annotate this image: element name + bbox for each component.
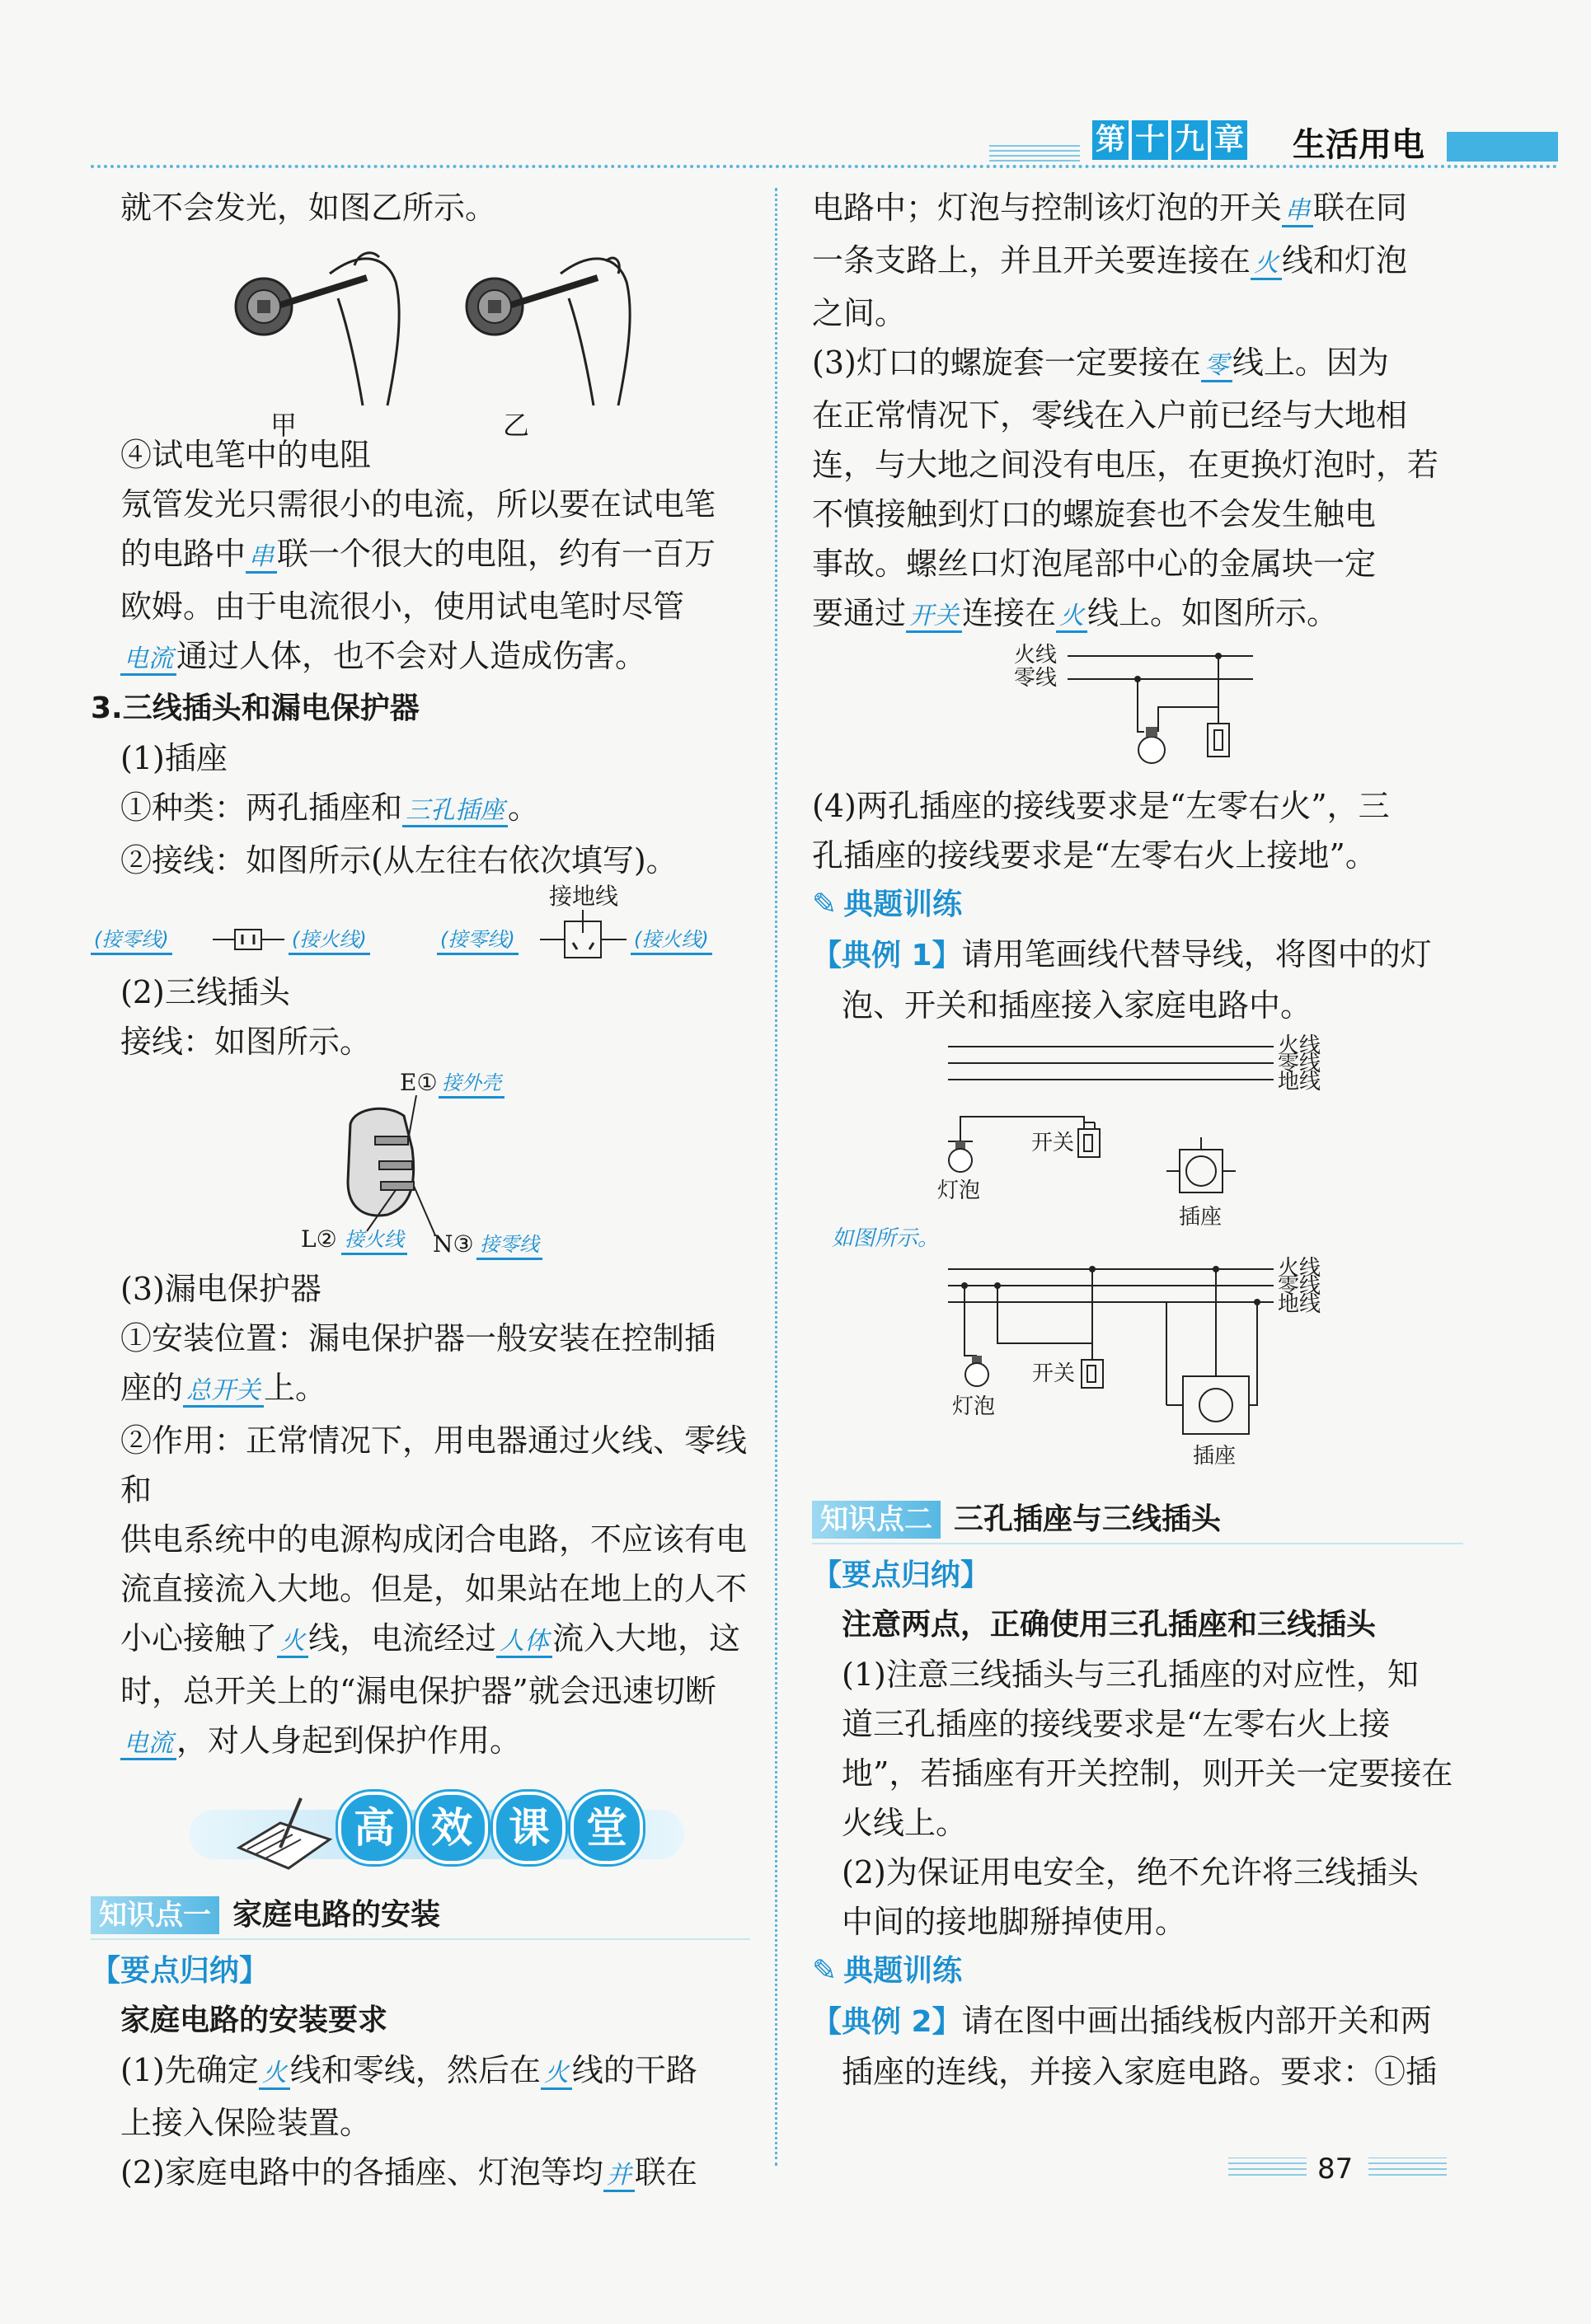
text-line: 事故。螺丝口灯泡尾部中心的金属块一定 [812,546,1377,582]
answer-fill: (接零线) [91,926,172,955]
text-segment: 线上。如图所示。 [1087,595,1339,631]
text-line: 流直接流入大地。但是，如果站在地上的人不 [120,1571,748,1607]
fire-wire-label: 火线 [1278,1033,1321,1058]
text-line: 氖管发光只需很小的电流，所以要在试电笔 [120,486,716,522]
example-tag: 【典例 2】 [812,2005,962,2039]
answer-figure [812,1253,1463,1492]
section-heading: 3.三线插头和漏电保护器 [91,691,420,725]
answer-fill: 电流 [120,1729,176,1760]
header-decor-lines [989,145,1080,162]
text-segment: 座的 [120,1370,184,1406]
knowledge-point-1 [91,1892,750,1940]
text-line: (2)三线插头 [120,974,290,1010]
ground-wire-label: 地线 [1278,1070,1321,1094]
text-line: ④试电笔中的电阻 [120,437,372,473]
text-line [812,236,1463,288]
text-segment: 连接在 [962,595,1057,631]
answer-fill: 火 [1251,249,1282,280]
ground-wire-label: 地线 [1278,1292,1321,1317]
header-dotted-rule [91,165,1558,168]
text-line [812,588,1463,641]
training-heading-2 [812,1947,1463,1996]
figure-caption-yi: 乙 [503,410,530,441]
banner-char: 高 [338,1792,411,1864]
text-segment: 联在 [634,2154,697,2190]
text-line [91,631,750,684]
example1-figure [812,1030,1463,1253]
text-line: 地”，若插座有开关控制，则开关一定要接在 [842,1755,1453,1792]
text-segment: 电路中；灯泡与控制该灯泡的开关 [812,190,1283,226]
knowledge-badge: 知识点二 [812,1501,941,1539]
text-line [91,2148,750,2200]
answer-fill: 零 [1201,351,1232,382]
chapter-badge [1092,120,1251,160]
text-line [91,1363,750,1416]
text-line [812,338,1463,391]
text-line: 时，总开关上的“漏电保护器”就会迅速切断 [120,1673,716,1709]
switch-label: 开关 [1031,1131,1075,1155]
lamp-wiring-figure [812,641,1463,781]
text-line: 就不会发光，如图乙所示。 [120,190,497,226]
chapter-char: 章 [1211,120,1247,160]
text-line: 上接入保险装置。 [120,2105,372,2141]
plug-l-label: L② [301,1225,337,1253]
chapter-title: 生活用电 [1293,126,1424,164]
answer-fill: 火 [277,1627,308,1658]
plug-illustration [91,1066,750,1264]
training-title: 典题训练 [843,888,963,921]
text-line: 不慎接触到灯口的螺旋套也不会发生触电 [812,496,1377,532]
text-line: 道三孔插座的接线要求是“左零右火上接 [842,1706,1391,1742]
answer-fill: 如图所示。 [832,1226,940,1251]
socket-label: 插座 [1179,1205,1223,1230]
footer-decor-lines [1368,2158,1447,2176]
answer-fill: 电流 [120,644,176,676]
text-line: 接线：如图所示。 [120,1024,372,1060]
text-line [812,930,1463,981]
text-segment: 上。 [264,1370,327,1406]
plug-figure [91,1066,750,1264]
plug-n-label: N③ [433,1230,474,1258]
text-line: 连，与大地之间没有电压，在更换灯泡时，若 [812,447,1439,483]
knowledge-title: 家庭电路的安装 [232,1898,441,1932]
training-title: 典题训练 [843,1954,963,1988]
text-segment: ①种类：两孔插座和 [120,790,403,826]
switch-label: 开关 [1032,1361,1076,1386]
bulb-label: 灯泡 [937,1178,981,1203]
text-line: 供电系统中的电源构成闭合电路，不应该有电 [120,1521,748,1558]
fire-wire-label: 火线 [1014,643,1058,668]
requirement-title: 家庭电路的安装要求 [120,2003,388,2037]
answer-fill: 火 [259,2059,290,2090]
text-segment: 小心接触了 [120,1620,278,1656]
test-pen-illustration [91,232,750,430]
text-line: 火线上。 [842,1805,968,1841]
bulb-label: 灯泡 [952,1394,996,1419]
lamp-wiring-diagram [812,641,1463,781]
text-line [91,2045,750,2098]
banner-char: 堂 [570,1792,643,1864]
text-segment: 联一个很大的电阻，约有一百万 [277,536,716,572]
chapter-char: 十 [1132,120,1168,160]
text-segment: (1)先确定 [120,2052,259,2088]
efficient-class-banner [91,1785,750,1884]
feather-icon: ✎ [812,888,838,921]
text-segment: 线和灯泡 [1282,242,1408,279]
key-points-tag [91,1945,750,1996]
key-points-tag [812,1549,1463,1600]
chapter-char: 第 [1092,120,1129,160]
ground-wire-label: 接地线 [549,883,619,910]
text-segment: 线上。因为 [1232,344,1389,381]
chapter-char: 九 [1171,120,1208,160]
text-line: 欧姆。由于电流很小，使用试电笔时尽管 [120,588,685,625]
text-segment: 联在同 [1313,190,1408,226]
text-line [91,1614,750,1666]
text-line: (2)为保证用电安全，绝不允许将三线插头 [842,1854,1419,1891]
text-line: ②接线：如图所示(从左往右依次填写)。 [120,842,678,879]
column-divider [775,188,777,2166]
answer-fill: 串 [1282,196,1313,227]
text-line [812,1996,1463,2047]
answer-fill: 火 [541,2059,572,2090]
text-line [91,1716,750,1769]
knowledge-point-2 [812,1497,1463,1544]
banner-char: 课 [493,1792,566,1864]
answer-fill: 接外壳 [439,1070,505,1099]
text-line: (3)漏电保护器 [120,1271,321,1307]
text-line: (4)两孔插座的接线要求是“左零右火”，三 [812,788,1390,824]
text-line: (1)注意三线插头与三孔插座的对应性，知 [842,1656,1419,1693]
answer-fill: 并 [603,2161,635,2192]
banner-char: 效 [415,1792,488,1864]
text-segment: 。 [508,790,540,826]
text-segment: (2)家庭电路中的各插座、灯泡等均 [120,2154,603,2190]
tag-text: 【要点归纳】 [812,1558,991,1592]
text-line: 之间。 [812,295,907,331]
requirement-title: 注意两点，正确使用三孔插座和三线插头 [842,1608,1377,1642]
text-segment: 线，电流经过 [308,1620,497,1656]
text-line: 在正常情况下，零线在入户前已经与大地相 [812,397,1408,433]
text-line [812,183,1463,236]
answer-fill: 总开关 [183,1376,264,1408]
answer-fill: 接火线 [341,1226,407,1255]
right-column [812,183,1463,2097]
banner-title [338,1792,648,1864]
text-line [91,529,750,582]
answer-fill: (接火线) [631,926,712,955]
footer-decor-lines [1228,2158,1307,2176]
text-segment: 线和零线，然后在 [289,2052,541,2088]
text-segment: 的电路中 [120,536,246,572]
text-segment: 一条支路上，并且开关要连接在 [812,242,1251,279]
answer-fill: 开关 [906,602,962,633]
left-column [91,183,750,2200]
tag-text: 【要点归纳】 [91,1954,270,1988]
text-segment: 请用笔画线代替导线，将图中的灯 [961,936,1432,972]
text-segment: (3)灯口的螺旋套一定要接在 [812,344,1201,381]
example-tag: 【典例 1】 [812,939,962,972]
answer-fill: 火 [1056,602,1087,633]
answer-fill: (接火线) [289,926,370,955]
text-line: 泡、开关和插座接入家庭电路中。 [842,987,1312,1024]
text-segment: ，对人身起到保护作用。 [176,1722,522,1759]
text-segment: 线的干路 [571,2052,697,2088]
knowledge-title: 三孔插座与三线插头 [954,1502,1222,1536]
answer-fill: 人体 [496,1627,552,1658]
socket-wiring-figure [91,885,750,968]
header-bar [1447,132,1558,162]
fire-wire-label: 火线 [1278,1256,1321,1281]
example1-circuit [812,1030,1463,1253]
answer-fill: (接零线) [437,926,519,955]
text-line: 孔插座的接线要求是“左零右火上接地”。 [812,837,1377,874]
answer-fill: 串 [246,542,277,574]
text-line: (1)插座 [120,740,228,776]
neutral-wire-label: 零线 [1014,666,1058,691]
answer-fill: 三孔插座 [402,796,508,827]
plug-e-label: E① [400,1069,438,1096]
text-line: ①安装位置：漏电保护器一般安装在控制插 [120,1320,716,1356]
text-segment: 通过人体，也不会对人造成伤害。 [176,638,647,674]
neutral-wire-label: 零线 [1278,1274,1321,1299]
socket-label: 插座 [1193,1444,1237,1469]
knowledge-badge: 知识点一 [91,1896,219,1934]
figure-caption-jia: 甲 [270,410,298,441]
text-line: 中间的接地脚掰掉使用。 [842,1904,1187,1940]
book-pen-icon [231,1790,338,1881]
text-line: 插座的连线，并接入家庭电路。要求：①插 [842,2054,1438,2090]
test-pen-figure [91,232,750,441]
neutral-wire-label: 零线 [1278,1052,1321,1076]
answer-circuit [812,1253,1463,1492]
text-line [91,783,750,836]
answer-fill: 接零线 [476,1231,542,1260]
feather-icon: ✎ [812,1954,838,1988]
page-number: 87 [1317,2153,1354,2186]
text-segment: 请在图中画出插线板内部开关和两 [961,2003,1432,2039]
text-line: ②作用：正常情况下，用电器通过火线、零线和 [120,1422,748,1508]
text-segment: 要通过 [812,595,907,631]
training-heading-1 [812,880,1463,930]
text-segment: 流入大地，这 [552,1620,741,1656]
